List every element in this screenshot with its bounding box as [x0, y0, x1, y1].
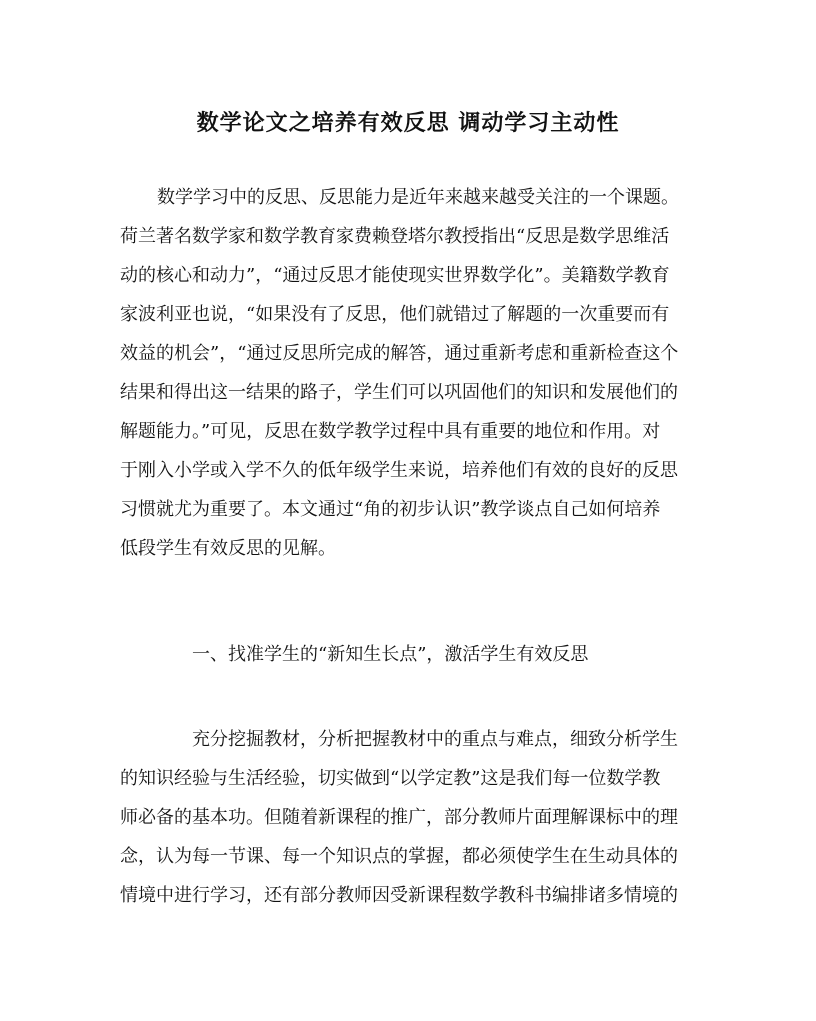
paragraph-line: 荷兰著名数学家和数学教育家费赖登塔尔教授指出“反思是数学思维活 — [120, 226, 670, 247]
paragraph-line: 情境中进行学习，还有部分教师因受新课程数学教科书编排诸多情境的 — [120, 885, 678, 906]
paragraph-line: 家波利亚也说，“如果没有了反思，他们就错过了解题的一次重要而有 — [120, 304, 670, 325]
paragraph-line: 结果和得出这一结果的路子，学生们可以巩固他们的知识和发展他们的 — [120, 382, 678, 403]
paragraph-line: 低段学生有效反思的见解。 — [120, 538, 336, 559]
paragraph-line: 效益的机会”，“通过反思所完成的解答，通过重新考虑和重新检查这个 — [120, 343, 679, 364]
paragraph-line: 习惯就尤为重要了。本文通过“角的初步认识”教学谈点自己如何培养 — [120, 499, 661, 520]
paragraph-line: 于刚入小学或入学不久的低年级学生来说，培养他们有效的良好的反思 — [120, 460, 678, 481]
document-title: 数学论文之培养有效反思 调动学习主动性 — [196, 110, 620, 136]
paragraph-line: 的知识经验与生活经验，切实做到“以学定教”这是我们每一位数学教 — [120, 768, 661, 789]
paragraph-line: 解题能力。”可见，反思在数学教学过程中具有重要的地位和作用。对 — [120, 421, 661, 442]
paragraph-line: 数学学习中的反思、反思能力是近年来越来越受关注的一个课题。 — [157, 187, 679, 208]
paragraph-line: 动的核心和动力”，“通过反思才能使现实世界数学化”。美籍数学教育 — [120, 265, 670, 286]
paragraph-line: 师必备的基本功。但随着新课程的推广，部分教师片面理解课标中的理 — [120, 807, 678, 828]
paragraph-line: 念，认为每一节课、每一个知识点的掌握，都必须使学生在生动具体的 — [120, 846, 678, 867]
paragraph-line: 充分挖掘教材，分析把握教材中的重点与难点，细致分析学生 — [192, 729, 678, 750]
section-heading: 一、找准学生的“新知生长点”，激活学生有效反思 — [192, 644, 589, 665]
